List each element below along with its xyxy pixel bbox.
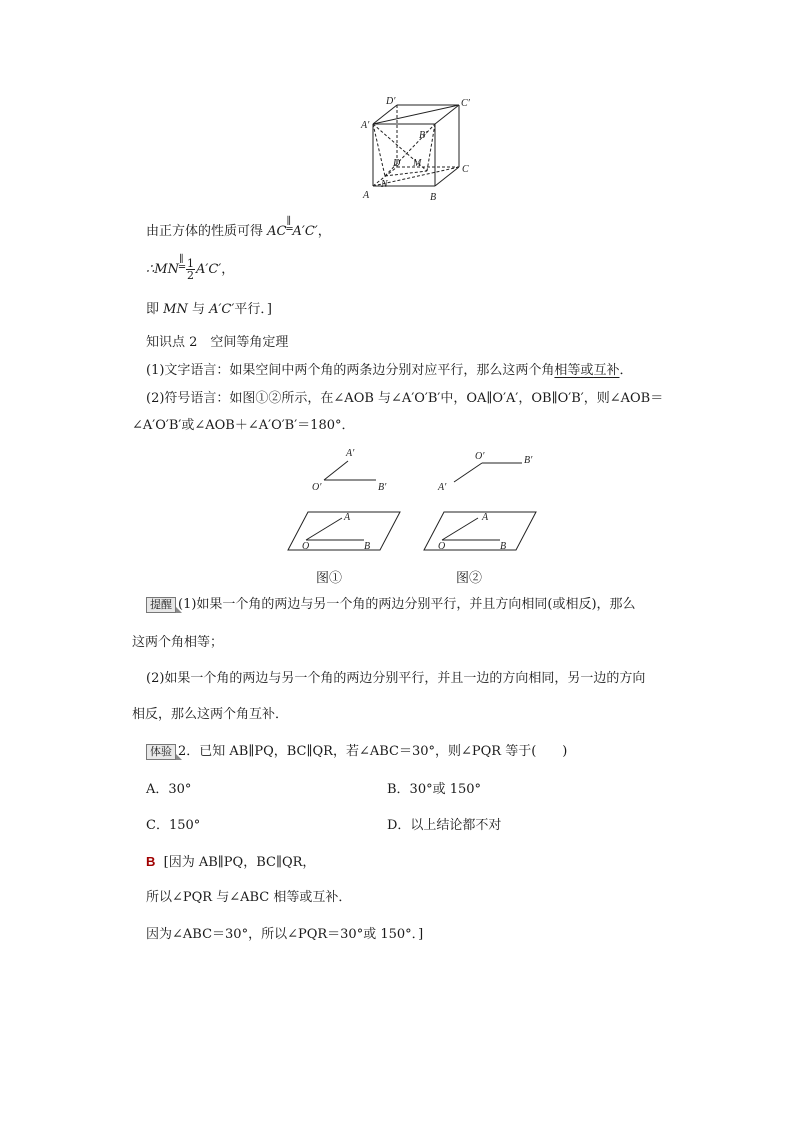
fig1-label-o-prime: O′: [312, 482, 322, 493]
tip-line-4: 相反，那么这两个角互补．: [132, 707, 289, 722]
fig2-label-a: A: [482, 512, 489, 523]
fig2-label-a-prime: A′: [438, 482, 447, 493]
solution-line-1: B [因为 AB∥PQ，BC∥QR，: [146, 854, 316, 870]
fig1-label-b-prime: B′: [378, 482, 387, 493]
option-d: D．以上结论都不对: [387, 818, 502, 833]
solution-line-2: 所以∠PQR 与∠ABC 相等或互补．: [146, 890, 352, 905]
label-b: B: [430, 192, 437, 203]
figure-1-caption: 图①: [316, 571, 343, 586]
tip-line-2: 这两个角相等；: [132, 635, 224, 650]
paragraph-text-language: (1)文字语言：如果空间中两个角的两条边分别对应平行，那么这两个角相等或互补．: [146, 363, 633, 378]
knowledge-point-title: 知识点 2 空间等角定理: [146, 335, 289, 350]
fig2-label-b-prime: B′: [524, 455, 533, 466]
figure-2-caption: 图②: [456, 571, 483, 586]
fig2-label-o: O: [438, 541, 446, 552]
label-b-prime: B′: [419, 130, 428, 141]
exercise-question: 体验 2．已知 AB∥PQ，BC∥QR，若∠ABC＝30°，则∠PQR 等于( ): [146, 743, 567, 761]
cube-figure: [355, 94, 470, 204]
label-d: D: [393, 158, 401, 169]
tip-tag: 提醒: [146, 597, 176, 613]
solution-line-3: 因为∠ABC＝30°，所以∠PQR＝30°或 150°．]: [146, 927, 424, 942]
option-c: C．150°: [146, 818, 201, 833]
fig1-label-b: B: [364, 541, 371, 552]
figure-2: [420, 446, 540, 556]
figure-1: [284, 446, 404, 556]
label-d-prime: D′: [386, 96, 396, 107]
tip-line-3: (2)如果一个角的两边与另一个角的两边分别平行，并且一边的方向相同，另一边的方向: [146, 671, 646, 686]
fig2-label-o-prime: O′: [475, 451, 485, 462]
fig1-label-a-prime: A′: [346, 448, 355, 459]
label-a: A: [363, 190, 370, 201]
answer-letter: B: [146, 854, 156, 869]
label-a-prime: A′: [361, 120, 370, 131]
label-n: N: [381, 179, 388, 190]
proof-line-3: 即 MN 与 A′C′平行．]: [146, 302, 272, 317]
label-c: C: [462, 164, 469, 175]
paragraph-symbol-language-2: ∠A′O′B′或∠AOB＋∠A′O′B′＝180°．: [132, 418, 355, 433]
option-b: B．30°或 150°: [387, 782, 482, 797]
proof-line-1: 由正方体的性质可得 AC∥ ═A′C′，: [146, 216, 331, 239]
option-a: A．30°: [146, 782, 192, 797]
proof-line-2: ∴MN∥ ═ $\frac{1}{2}$ A′C′，: [146, 254, 235, 282]
parallel-equal-symbol: ∥ ═: [286, 216, 293, 235]
label-c-prime: C′: [461, 98, 470, 109]
label-m: M: [413, 158, 422, 169]
tip-line-1: 提醒 (1)如果一个角的两边与另一个角的两边分别平行，并且方向相同(或相反)，那么: [146, 596, 636, 614]
paragraph-symbol-language-1: (2)符号语言：如图①②所示，在∠AOB 与∠A′O′B′中，OA∥O′A′，OB∥O′B′，则∠AOB＝: [146, 391, 664, 406]
exercise-tag: 体验: [146, 744, 176, 760]
fraction-half: $\frac{1}{2}$: [187, 257, 194, 282]
parallel-equal-symbol: ∥ ═: [178, 254, 185, 273]
fig1-label-a: A: [344, 512, 351, 523]
fig2-label-b: B: [500, 541, 507, 552]
fig1-label-o: O: [302, 541, 310, 552]
